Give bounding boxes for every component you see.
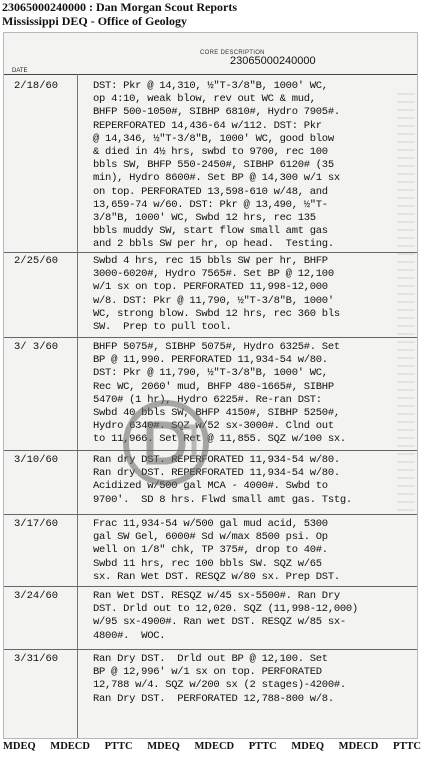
entry-divider: [4, 252, 417, 253]
entry-text: BHFP 5075#, SIBHP 5075#, Hydro 6325#. Set BP @ 11,990. PERFORATED 11,934-54 w/80. DST: Pkr @ 11,790, ½"T-3/8"B, 1000' WC, Rec WC, 2060' mud, BHFP 480-1665#, SIBHP 5470# (1 hr), Hydro 6225#. Re-ran DST: Swbd 40 bbls SW, BHFP 4150#, SIBHP 5250#, Hydro 6340#. SQZ w/52 sx-3000#. Clnd out to 11,966. Set Ret @ 11,855. SQZ w/100 sx.: [93, 341, 346, 446]
header-rule: [4, 74, 417, 75]
footer-label: MDECD: [50, 741, 90, 752]
footer-label: MDEQ: [291, 741, 325, 752]
report-title: 23065000240000 : Dan Morgan Scout Reports: [2, 0, 237, 14]
scout-card: [3, 32, 418, 739]
entry-text: Swbd 4 hrs, rec 15 bbls SW per hr, BHFP 3000-6020#, Hydro 7565#. Set BP @ 12,100 w/1 sx on top. PERFORATED 11,998-12,000 w/8. DST: Pkr @ 11,790, ½"T-3/8"B, 1000' WC, strong blow. Swbd 12 hrs, rec 360 bls SW. Prep to pull tool.: [93, 255, 340, 334]
entry-divider: [4, 649, 417, 650]
entry-divider: [4, 514, 417, 515]
footer-label: MDECD: [194, 741, 235, 752]
entry-divider: [4, 586, 417, 587]
entry-text: Frac 11,934-54 w/500 gal mud acid, 5300 gal SW Gel, 6000# Sd w/max 8500 psi. Op well on 1/8" chk, TP 375#, drop to 40#. Swbd 11 hrs, rec 100 bbls SW. SQZ w/65 sx. Ran Wet DST. RESQZ w/80 sx. Prep DST.: [93, 518, 340, 583]
entry-date: 3/10/60: [14, 454, 59, 466]
entry-divider: [4, 337, 417, 338]
entry-date: 3/31/60: [14, 653, 59, 665]
footer-label: MDEQ: [147, 741, 180, 752]
entry-date: 3/17/60: [14, 518, 59, 530]
footer-label: PTTC: [104, 741, 133, 752]
date-column-label: DATE: [12, 68, 28, 74]
footer-agency-labels: [0, 741, 424, 752]
footer-label: PTTC: [248, 741, 277, 752]
entry-text: DST: Pkr @ 14,310, ½"T-3/8"B, 1000' WC, op 4:10, weak blow, rev out WC & mud, BHFP 500-1050#, SIBHP 6810#, Hydro 7905#. REPERFORATED 14,436-64 w/112. DST: Pkr @ 14,346, ½"T-3/8"B, 1000' WC, good blow & died in 4½ hrs, swbd to 9700, rec 100 bbls SW, BHFP 550-2450#, SIBHP 6120# (35 min), Hydro 8600#. Set BP @ 14,300 w/1 sx on top. PERFORATED 13,598-610 w/48, and 13,659-74 w/60. DST: Pkr @ 13,490, ½"T- 3/8"B, 1000' WC, Swbd 12 hrs, rec 135 bbls muddy SW, start flow small amt gas and 2 bbls SW per hr, op head. Testing.: [93, 80, 340, 251]
footer-label: MDEQ: [3, 741, 36, 752]
entry-text: Ran Dry DST. Drld out BP @ 12,100. Set BP @ 12,996' w/1 sx on top. PERFORATED 12,788 w/4. SQZ w/200 sx (2 stages)-4200#. Ran Dry DST. PERFORATED 12,788-800 w/8.: [93, 653, 346, 705]
entry-text: Ran Wet DST. RESQZ w/45 sx-5500#. Ran Dry DST. Drld out to 12,020. SQZ (11,998-12,000) w/95 sx-4900#. Ran wet DST. RESQZ w/85 sx- 4800#. WOC.: [93, 590, 358, 642]
watermark-seal-icon: [120, 397, 212, 489]
footer-label: MDECD: [338, 741, 379, 752]
footer-label: PTTC: [392, 741, 421, 752]
core-number: 23065000240000: [230, 55, 316, 67]
report-subtitle: Mississippi DEQ - Office of Geology: [2, 14, 187, 28]
entry-text: Ran dry DST. REPERFORATED 11,934-54 w/80. Ran dry DST. REPERFORATED 11,934-54 w/80. Acidized w/500 gal MCA - 4000#. Swbd to 9700'. SD 8 hrs. Flwd small amt gas. Tstg.: [93, 454, 352, 506]
entry-date: 2/25/60: [14, 255, 59, 267]
entry-date: 2/18/60: [14, 80, 59, 92]
entry-date: 3/ 3/60: [14, 341, 59, 353]
date-column-divider: [77, 74, 78, 738]
entry-date: 3/24/60: [14, 590, 59, 602]
core-description-label: CORE DESCRIPTION: [200, 50, 265, 56]
